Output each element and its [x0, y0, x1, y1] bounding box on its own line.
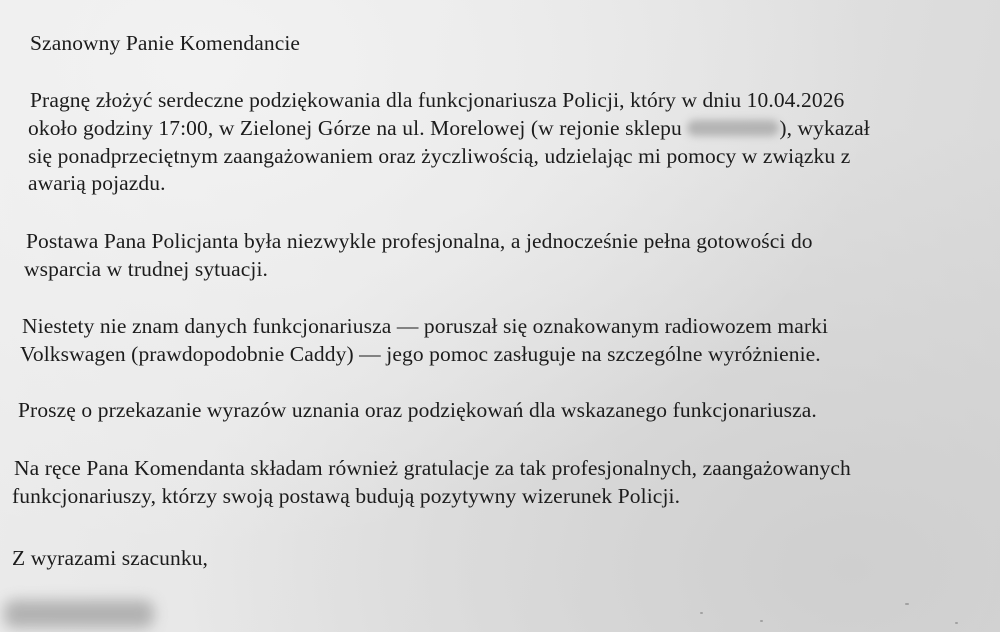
greeting: Szanowny Panie Komendancie [30, 31, 301, 55]
paragraph-1-line-2 [28, 115, 870, 141]
redacted-signature [4, 600, 154, 628]
paragraph-3-line-2: Volkswagen (prawdopodobnie Caddy) — jego pomoc zasługuje na szczególne wyróżnienie. [20, 342, 821, 366]
paragraph-1-line-2-end: ), wykazał [779, 116, 870, 140]
paper-speck [905, 603, 909, 605]
paragraph-1-line-4: awarią pojazdu. [28, 171, 166, 195]
paragraph-1-line-1: Pragnę złożyć serdeczne podziękowania dla funkcjonariusza Policji, który w dniu 10.04.2026 [30, 88, 845, 112]
paragraph-4-line-1: Proszę o przekazanie wyrazów uznania oraz podziękowań dla wskazanego funkcjonariusza. [18, 398, 817, 422]
paper-speck [760, 620, 763, 622]
paper-speck [700, 612, 703, 614]
closing: Z wyrazami szacunku, [12, 546, 209, 570]
paragraph-1-line-2-start: około godziny 17:00, w Zielonej Górze na ul. Morelowej (w rejonie sklepu [28, 116, 688, 140]
paragraph-3-line-1: Niestety nie znam danych funkcjonariusza — poruszał się oznakowanym radiowozem marki [22, 314, 829, 338]
paragraph-5-line-1: Na ręce Pana Komendanta składam również gratulacje za tak profesjonalnych, zaangażowanych [14, 456, 851, 480]
redacted-store-name [687, 120, 779, 136]
paragraph-5-line-2: funkcjonariuszy, którzy swoją postawą budują pozytywny wizerunek Policji. [12, 484, 681, 508]
paragraph-2-line-1: Postawa Pana Policjanta była niezwykle profesjonalna, a jednocześnie pełna gotowości do [26, 229, 813, 253]
paragraph-2-line-2: wsparcia w trudnej sytuacji. [24, 257, 269, 281]
paragraph-1-line-3: się ponadprzeciętnym zaangażowaniem oraz życzliwością, udzielając mi pomocy w związku z [28, 144, 851, 168]
paper-speck [955, 622, 958, 624]
